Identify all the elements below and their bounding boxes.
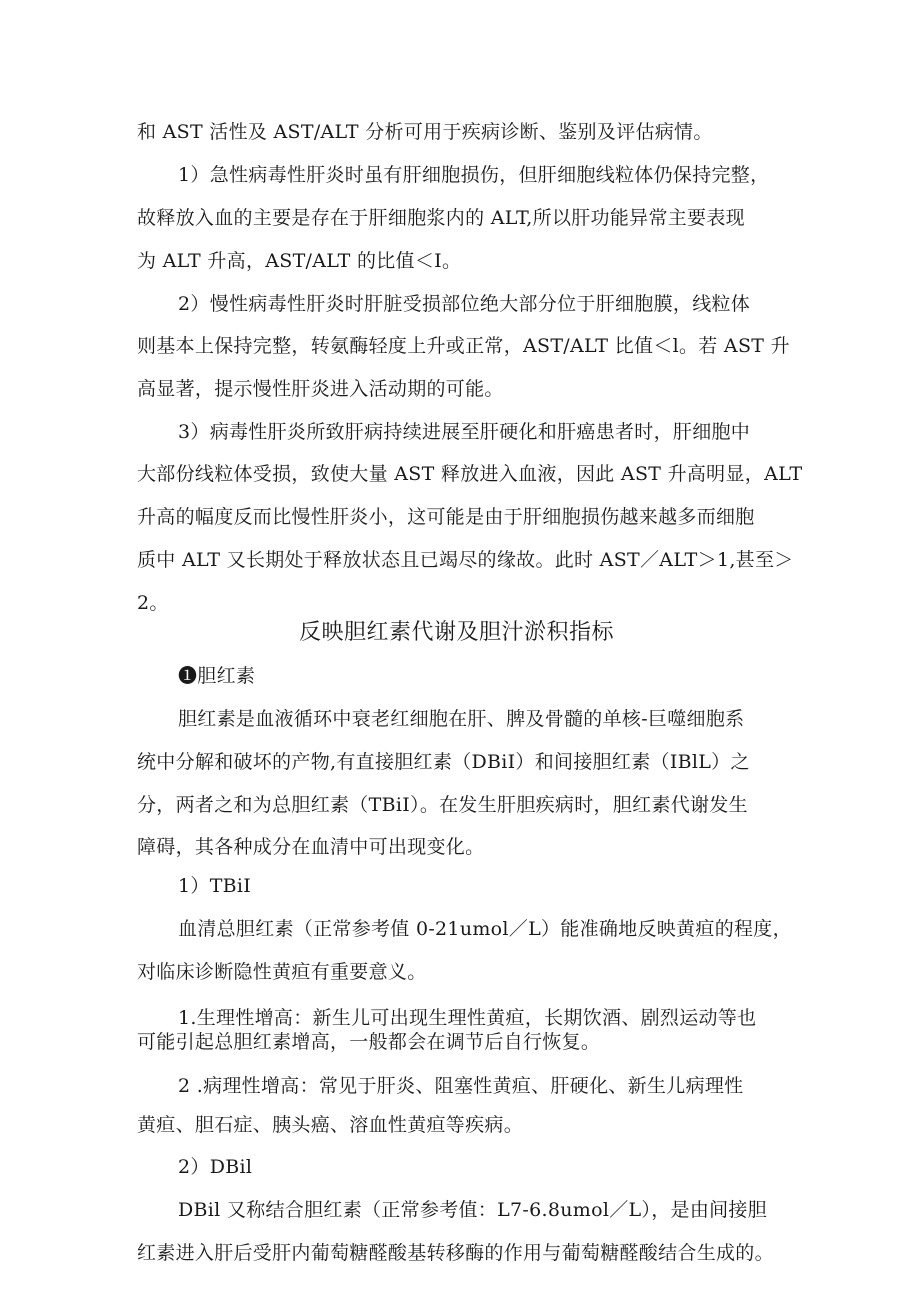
text-line: 红素进入肝后受肝内葡萄糖醛酸基转移酶的作用与葡萄糖醛酸结合生成的。 <box>137 1242 774 1264</box>
text-line: 对临床诊断隐性黄疸有重要意义。 <box>137 961 427 983</box>
text-line: 则基本上保持完整，转氨酶轻度上升或正常，AST/ALT 比值＜l。若 AST 升 <box>137 335 790 357</box>
text-line: 2。 <box>137 592 169 614</box>
text-line: 和 AST 活性及 AST/ALT 分析可用于疾病诊断、鉴别及评估病情。 <box>137 121 713 143</box>
text-line: 故释放入血的主要是存在于肝细胞浆内的 ALT,所以肝功能异常主要表现 <box>137 207 745 229</box>
text-line: 2）DBil <box>178 1156 253 1178</box>
text-line: 血清总胆红素（正常参考值 0-21umol／L）能准确地反映黄疸的程度， <box>178 918 792 940</box>
text-line: 升高的幅度反而比慢性肝炎小，这可能是由于肝细胞损伤越来越多而细胞 <box>137 506 755 528</box>
text-line: 2 .病理性增高：常见于肝炎、阻塞性黄疸、肝硬化、新生儿病理性 <box>178 1075 744 1097</box>
text-line: 障碍，其各种成分在血清中可出现变化。 <box>137 836 485 858</box>
text-line: 2）慢性病毒性肝炎时肝脏受损部位绝大部分位于肝细胞膜，线粒体 <box>178 293 751 315</box>
text-line: 大部份线粒体受损，致使大量 AST 释放进入血液，因此 AST 升高明显，ALT <box>137 463 803 485</box>
text-line: 高显著，提示慢性肝炎进入活动期的可能。 <box>137 378 504 400</box>
text-line: 1）急性病毒性肝炎时虽有肝细胞损伤，但肝细胞线粒体仍保持完整， <box>178 164 770 186</box>
text-line: 1）TBiI <box>178 875 252 897</box>
subsection-title: ❶胆红素 <box>178 665 256 687</box>
text-line: 黄疸、胆石症、胰头癌、溶血性黄疸等疾病。 <box>137 1114 524 1136</box>
text-line: DBil 又称结合胆红素（正常参考值：L7-6.8umol／L），是由间接胆 <box>178 1199 768 1221</box>
text-line: 可能引起总胆红素增高，一般都会在调节后自行恢复。 <box>137 1031 601 1053</box>
section-heading: 反映胆红素代谢及胆汁淤积指标 <box>299 620 615 645</box>
text-line: 为 ALT 升高，AST/ALT 的比值＜I。 <box>137 250 462 272</box>
text-line: 质中 ALT 又长期处于释放状态且已竭尽的缘故。此时 AST／ALT＞1,甚至＞ <box>137 549 794 571</box>
text-line: 1.生理性增高：新生儿可出现生理性黄疸，长期饮酒、剧烈运动等也 <box>178 1007 757 1029</box>
text-line: 分，两者之和为总胆红素（TBiI）。在发生肝胆疾病时，胆红素代谢发生 <box>137 794 748 816</box>
text-line: 胆红素是血液循环中衰老红细胞在肝、脾及骨髓的单核-巨噬细胞系 <box>178 708 745 730</box>
text-line: 3）病毒性肝炎所致肝病持续进展至肝硬化和肝癌患者时，肝细胞中 <box>178 421 751 443</box>
text-line: 统中分解和破坏的产物,有直接胆红素（DBiI）和间接胆红素（IBlL）之 <box>137 751 750 773</box>
